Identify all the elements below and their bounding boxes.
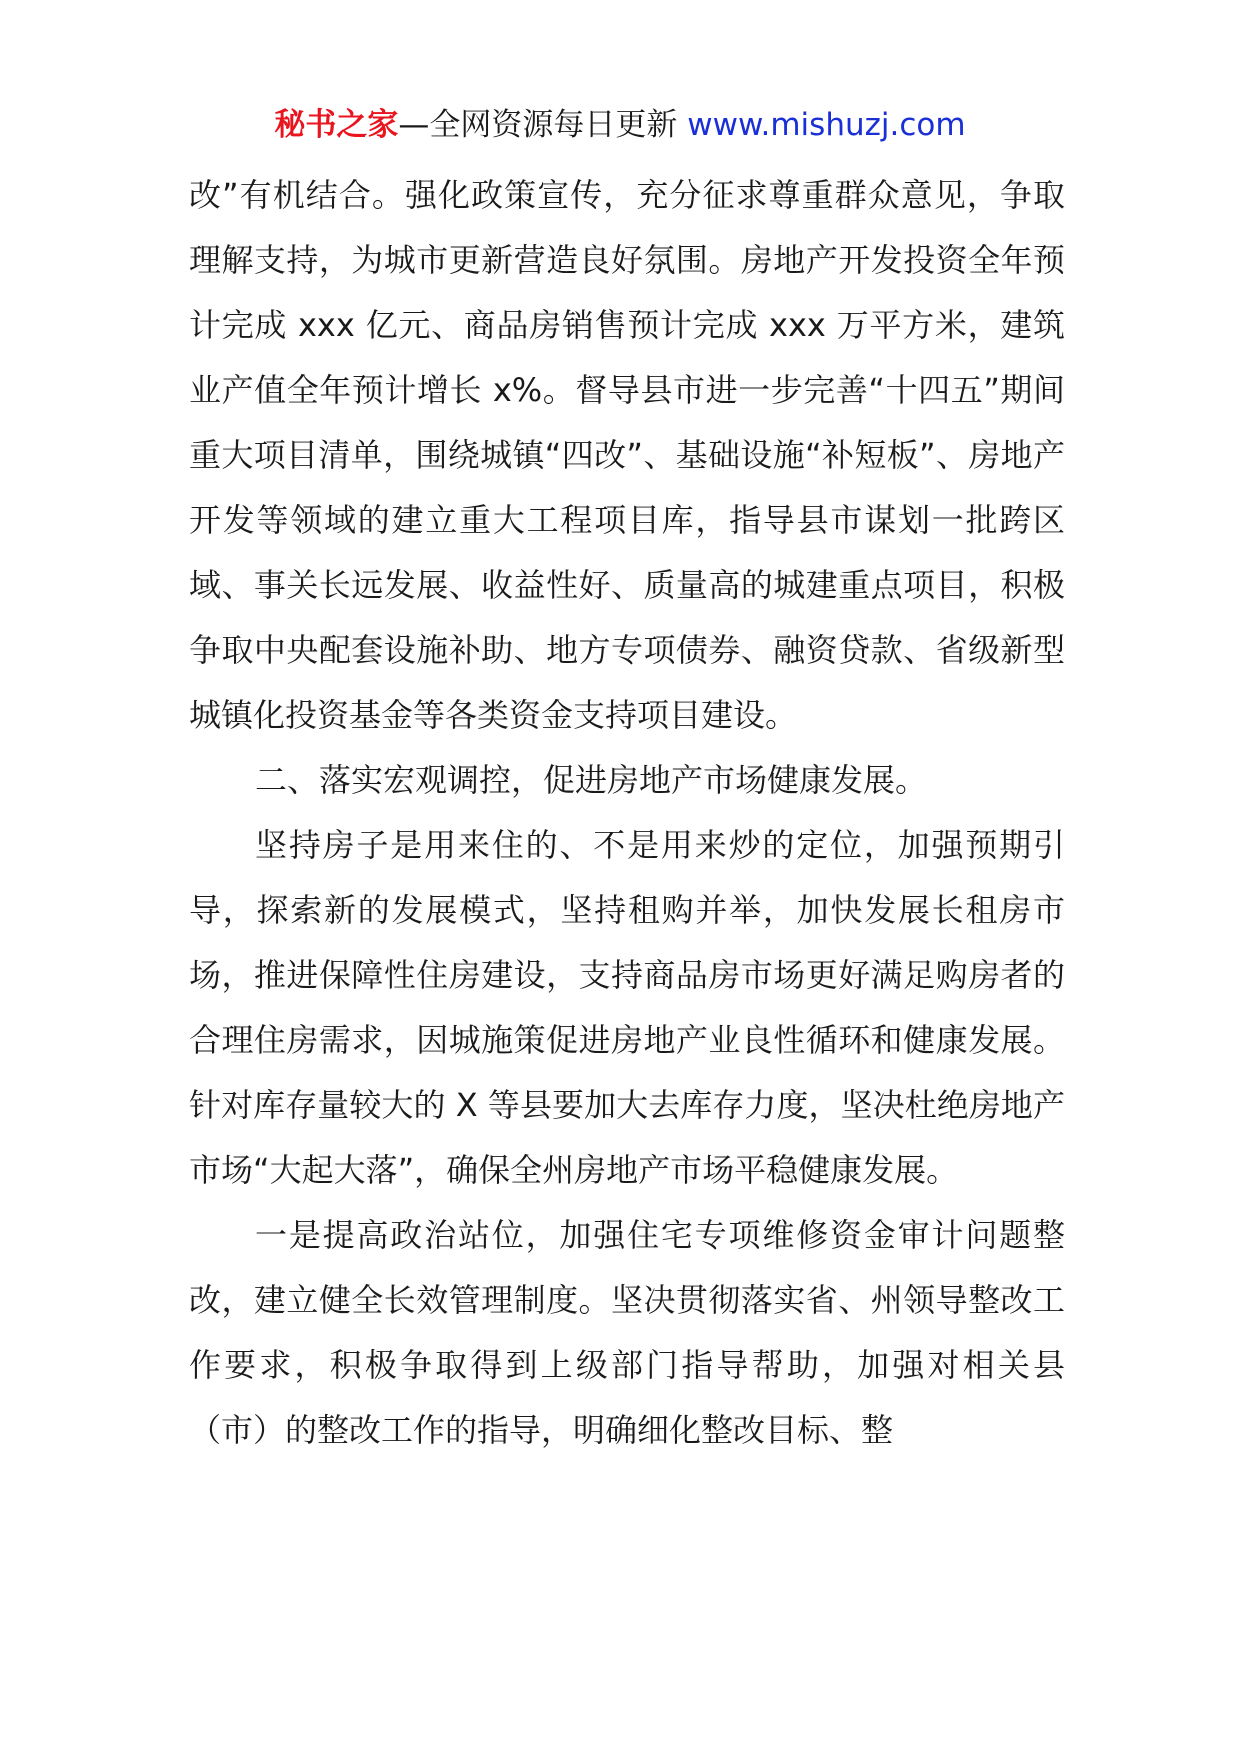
website-link[interactable]: www.mishuzj.com [687,107,966,143]
section-heading: 二、落实宏观调控，促进房地产市场健康发展。 [255,761,928,799]
paragraph: 坚持房子是用来住的、不是用来炒的定位，加强预期引导，探索新的发展模式，坚持租购并举，加快发展长租房市场，推进保障性住房建设，支持商品房市场更好满足购房者的合理住房需求，因城施策促进房地产业良性循环和健康发展。针对库存量较大的 X 等县要加大去库存力度，坚决杜绝房地产市场“大起大落”，确保全州房地产市场平稳健康发展。 [189,826,1065,1189]
paragraph-continued: 改”有机结合。强化政策宣传，充分征求尊重群众意见，争取理解支持，为城市更新营造良好氛围。房地产开发投资全年预计完成 xxx 亿元、商品房销售预计完成 xxx 万平方米，建筑业产值全年预计增长 x%。督导县市进一步完善“十四五”期间重大项目清单，围绕城镇“四改”、基础设施“补短板”、房地产开发等领域的建立重大工程项目库，指导县市谋划一批跨区域、事关长远发展、收益性好、质量高的城建重点项目，积极争取中央配套设施补助、地方专项债券、融资贷款、省级新型城镇化投资基金等各类资金支持项目建设。 [189,176,1065,734]
document-body [189,163,1065,1463]
header-slogan: —全网资源每日更新 [398,107,678,143]
paragraph: 一是提高政治站位，加强住宅专项维修资金审计问题整改，建立健全长效管理制度。坚决贯彻落实省、州领导整改工作要求，积极争取得到上级部门指导帮助，加强对相关县（市）的整改工作的指导，明确细化整改目标、整 [189,1216,1065,1449]
brand-name: 秘书之家 [274,107,399,143]
page-header [0,100,1240,150]
